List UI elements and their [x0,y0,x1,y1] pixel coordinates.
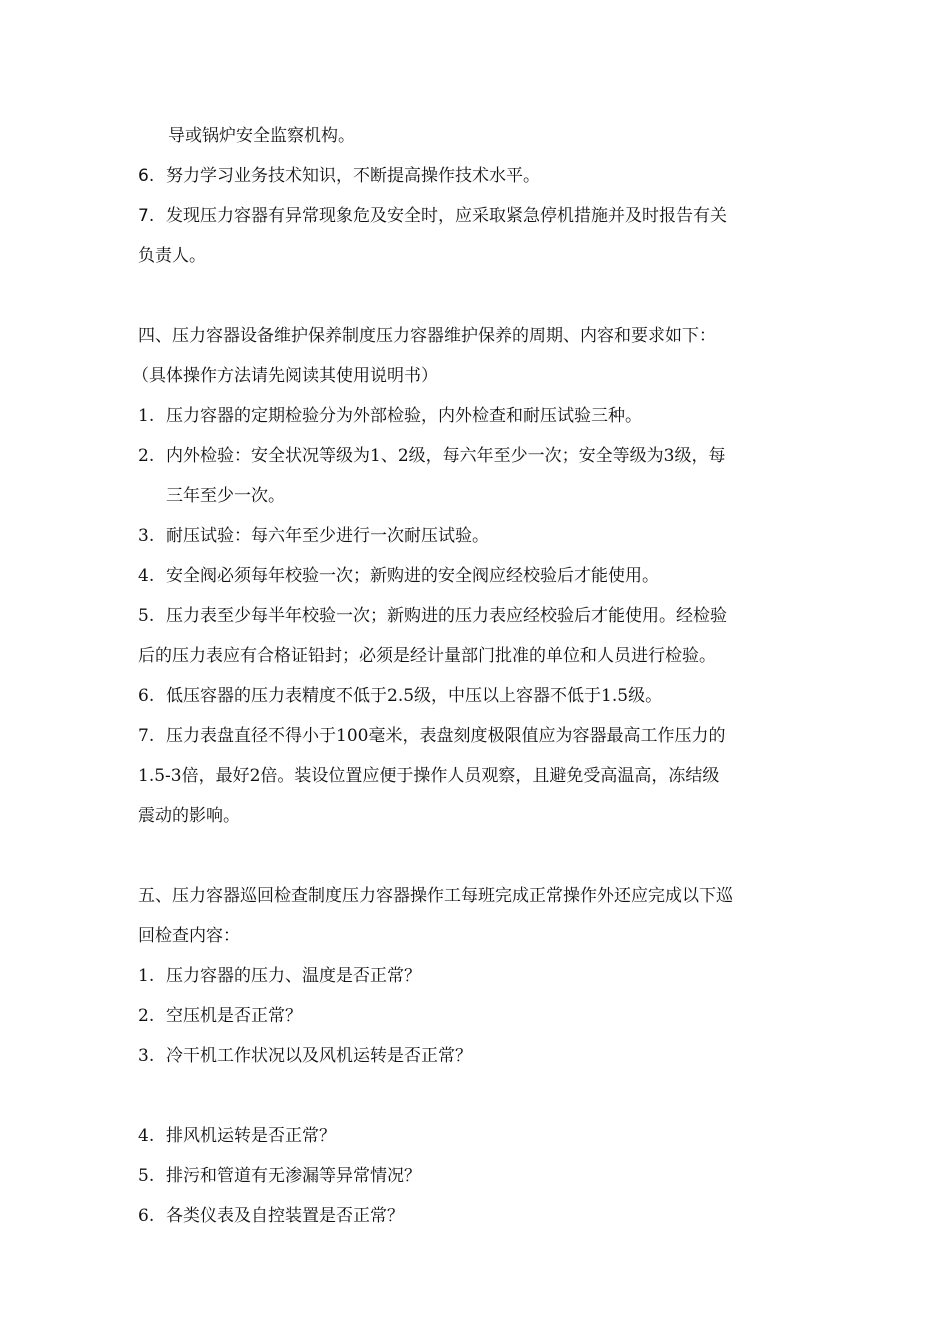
list-item [138,405,642,427]
list-item [138,1045,472,1067]
list-number: 2. [138,446,155,466]
list-number: 3. [138,1046,155,1066]
list-number: 6. [138,166,155,186]
list-number: 2. [138,1006,155,1026]
list-number: 3. [138,526,155,546]
list-text: 耐压试验：每六年至少进行一次耐压试验。 [166,526,489,546]
list-item [138,565,659,587]
list-item [138,165,540,187]
list-number: 7. [138,206,155,226]
list-item [138,205,727,227]
list-item-continuation: 1.5-3倍，最好2倍。装设位置应便于操作人员观察，且避免受高温高，冻结级 [138,766,720,786]
list-item-continuation: 后的压力表应有合格证铅封；必须是经计量部门批准的单位和人员进行检验。 [138,646,716,666]
list-item-continuation: 三年至少一次。 [166,486,285,506]
list-item [138,725,725,747]
list-text: 排风机运转是否正常？ [166,1126,336,1146]
list-text: 努力学习业务技术知识，不断提高操作技术水平。 [166,166,540,186]
list-number: 5. [138,1166,155,1186]
list-text: 压力表盘直径不得小于100毫米，表盘刻度极限值应为容器最高工作压力的 [166,726,726,746]
paragraph-line: 负责人。 [138,246,206,266]
list-text: 各类仪表及自控装置是否正常？ [166,1206,404,1226]
section-heading-continuation: 回检查内容： [138,926,240,946]
list-text: 空压机是否正常？ [166,1006,302,1026]
section-heading: 四、压力容器设备维护保养制度压力容器维护保养的周期、内容和要求如下： [138,326,716,346]
section-heading: 五、压力容器巡回检查制度压力容器操作工每班完成正常操作外还应完成以下巡 [138,886,733,906]
list-text: 压力容器的压力、温度是否正常？ [166,966,421,986]
list-text: 冷干机工作状况以及风机运转是否正常？ [166,1046,472,1066]
list-text: 压力容器的定期检验分为外部检验，内外检查和耐压试验三种。 [166,406,642,426]
list-item [138,525,489,547]
list-number: 6. [138,1206,155,1226]
list-text: 排污和管道有无渗漏等异常情况？ [166,1166,421,1186]
paragraph-line: 导或锅炉安全监察机构。 [168,126,355,146]
list-item [138,1005,302,1027]
list-number: 5. [138,606,155,626]
list-item [138,1205,404,1227]
list-number: 1. [138,966,155,986]
list-item [138,1165,421,1187]
list-number: 4. [138,566,155,586]
list-item [138,965,421,987]
list-number: 4. [138,1126,155,1146]
list-text: 压力表至少每半年校验一次；新购进的压力表应经校验后才能使用。经检验 [166,606,727,626]
list-item [138,445,725,467]
list-number: 6. [138,686,155,706]
section-note: （具体操作方法请先阅读其使用说明书） [132,366,438,386]
list-item [138,685,662,707]
list-number: 1. [138,406,155,426]
list-item [138,1125,336,1147]
list-number: 7. [138,726,155,746]
list-item [138,605,727,627]
list-text: 内外检验：安全状况等级为1、2级，每六年至少一次；安全等级为3级，每 [166,446,726,466]
list-text: 安全阀必须每年校验一次；新购进的安全阀应经校验后才能使用。 [166,566,659,586]
list-item-continuation: 震动的影响。 [138,806,240,826]
list-text: 低压容器的压力表精度不低于2.5级，中压以上容器不低于1.5级。 [166,686,663,706]
list-text: 发现压力容器有异常现象危及安全时，应采取紧急停机措施并及时报告有关 [166,206,727,226]
